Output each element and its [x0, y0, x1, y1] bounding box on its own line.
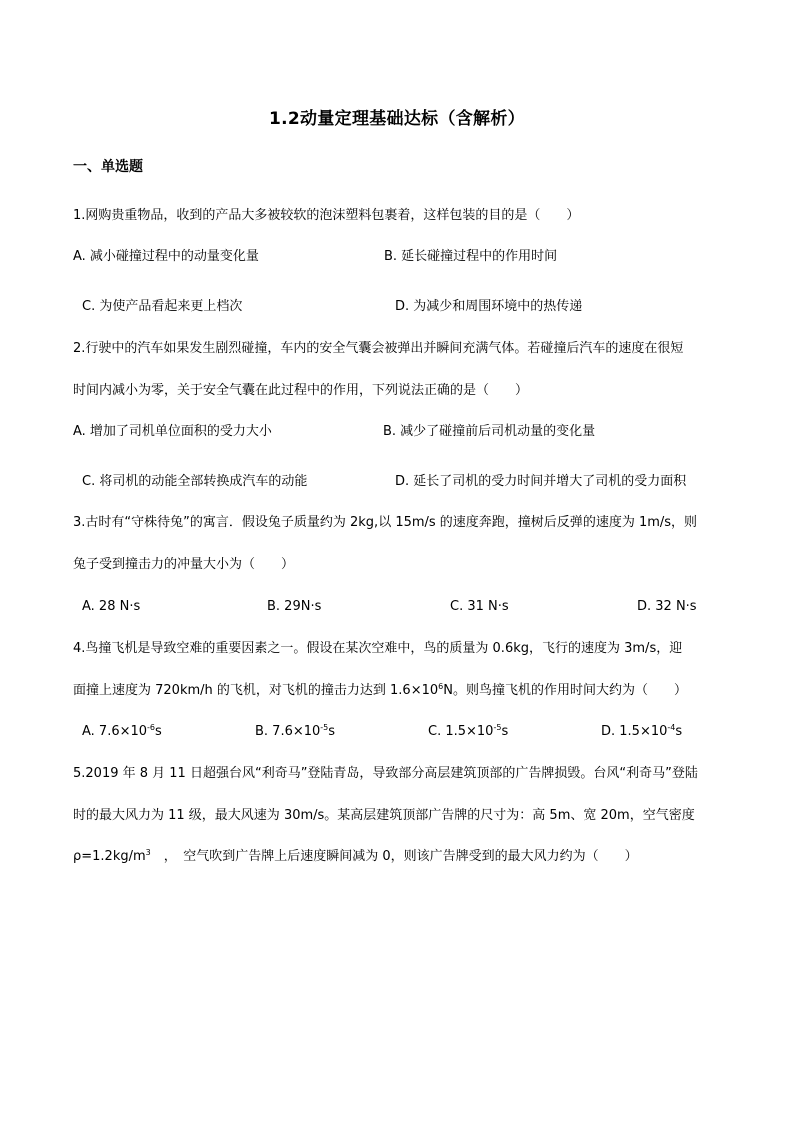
question-3-option-b: B. 29N·s [267, 599, 322, 614]
question-5-density-text: ρ=1.2kg/m [73, 849, 146, 864]
question-1-stem: 1.网购贵重物品，收到的产品大多被较软的泡沫塑料包裹着，这样包装的目的是（ ） [73, 208, 580, 223]
section-heading: 一、单选题 [73, 159, 143, 175]
question-4-option-a-unit: s [155, 724, 162, 739]
question-1-option-a: A. 减小碰撞过程中的动量变化量 [73, 249, 259, 264]
question-2-option-d: D. 延长了司机的受力时间并增大了司机的受力面积 [395, 474, 687, 489]
question-4-option-a-base: A. 7.6×10 [82, 724, 148, 739]
question-4-force-exponent: 6 [438, 682, 444, 691]
question-2-option-b: B. 减少了碰撞前后司机动量的变化量 [383, 424, 596, 439]
question-3-option-a: A. 28 N·s [82, 599, 141, 614]
question-1-option-c: C. 为使产品看起来更上档次 [82, 299, 243, 314]
question-5-density-exponent: 3 [145, 848, 151, 857]
document-title: 1.2动量定理基础达标（含解析） [269, 109, 525, 129]
question-4-option-b-exponent: -5 [320, 723, 329, 732]
question-4-stem-line-1: 4.鸟撞飞机是导致空难的重要因素之一。假设在某次空难中，鸟的质量为 0.6kg，飞行的速度为 3m/s，迎 [73, 641, 683, 656]
question-4-stem-text: 面撞上速度为 720km/h 的飞机，对飞机的撞击力达到 1.6×10 [73, 683, 439, 698]
question-4-option-d [601, 724, 682, 740]
question-5-stem-text-end: ， 空气吹到广告牌上后速度瞬间减为 0，则该广告牌受到的最大风力约为（ ） [150, 849, 638, 864]
question-4-option-c-unit: s [501, 724, 509, 739]
question-4-stem-text-end: N。则鸟撞飞机的作用时间大约为（ ） [443, 683, 687, 698]
question-4-option-d-base: D. 1.5×10 [601, 724, 668, 739]
question-4-option-d-exponent: -4 [667, 723, 676, 732]
question-2-option-a: A. 增加了司机单位面积的受力大小 [73, 424, 272, 439]
question-4-stem-line-2 [73, 683, 687, 699]
question-3-option-c: C. 31 N·s [450, 599, 509, 614]
question-4-option-b-base: B. 7.6×10 [255, 724, 321, 739]
question-4-option-c [428, 724, 508, 740]
question-3-stem-line-2: 兔子受到撞击力的冲量大小为（ ） [73, 557, 295, 572]
question-4-option-c-base: C. 1.5×10 [428, 724, 494, 739]
question-4-option-a-exponent: -6 [147, 723, 156, 732]
question-4-option-b [255, 724, 335, 740]
question-2-option-c: C. 将司机的动能全部转换成汽车的动能 [82, 474, 308, 489]
question-4-option-c-exponent: -5 [493, 723, 502, 732]
question-5-stem-line-3 [73, 849, 638, 865]
question-5-stem-line-2: 时的最大风力为 11 级，最大风速为 30m/s。某高层建筑顶部广告牌的尺寸为：高 5m、宽 20m，空气密度 [73, 808, 695, 823]
question-2-stem-line-1: 2.行驶中的汽车如果发生剧烈碰撞，车内的安全气囊会被弹出并瞬间充满气体。若碰撞后汽车的速度在很短 [73, 341, 684, 356]
question-4-option-b-unit: s [328, 724, 336, 739]
question-1-option-b: B. 延长碰撞过程中的作用时间 [384, 249, 558, 264]
question-2-stem-line-2: 时间内减小为零，关于安全气囊在此过程中的作用，下列说法正确的是（ ） [73, 383, 529, 398]
question-3-option-d: D. 32 N·s [637, 599, 697, 614]
question-4-option-d-unit: s [675, 724, 683, 739]
question-5-stem-line-1: 5.2019 年 8 月 11 日超强台风“利奇马”登陆青岛，导致部分高层建筑顶部的广告牌损毁。台风“利奇马”登陆 [73, 766, 698, 781]
question-1-option-d: D. 为减少和周围环境中的热传递 [395, 299, 583, 314]
question-3-stem-line-1: 3.古时有“守株待兔”的寓言．假设兔子质量约为 2kg,以 15m/s 的速度奔跑，撞树后反弹的速度为 1m/s，则 [73, 515, 698, 530]
question-4-option-a [82, 724, 162, 740]
